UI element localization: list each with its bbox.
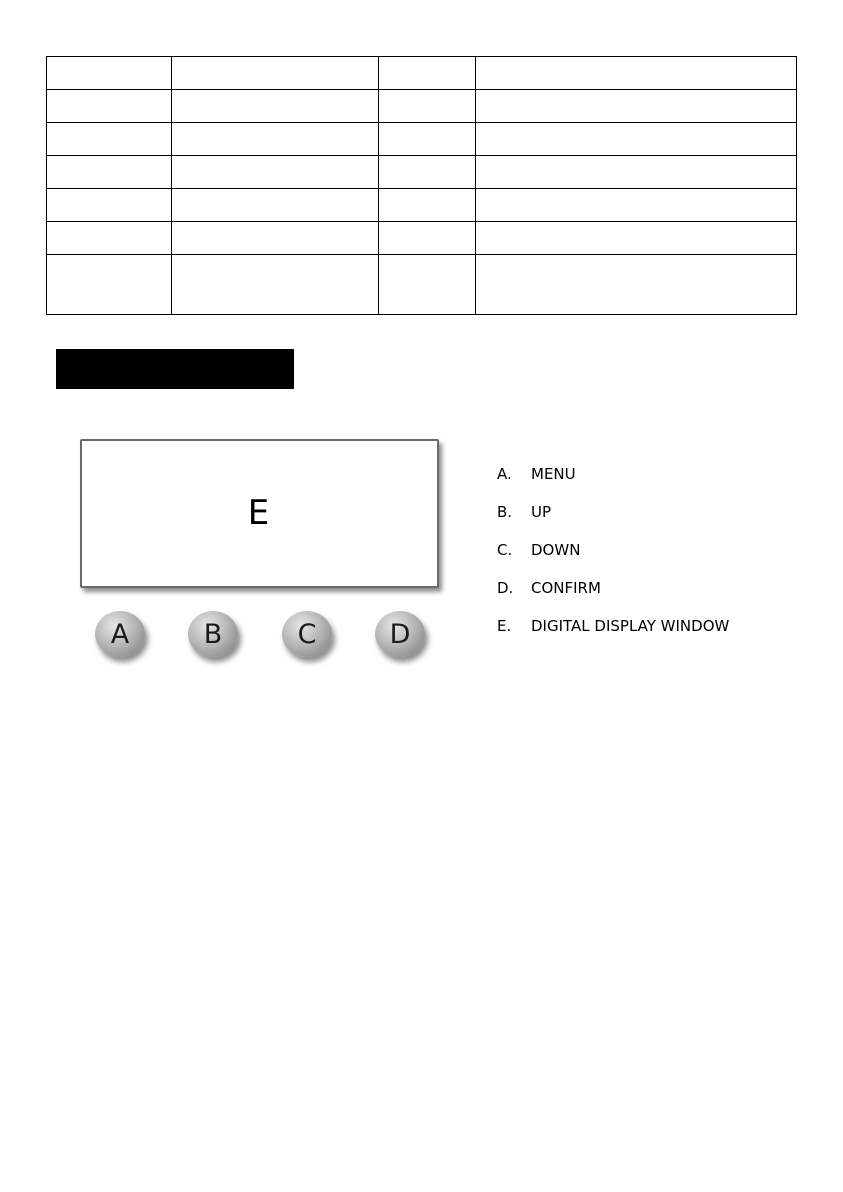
table-row [47, 57, 797, 90]
legend-letter: C. [497, 541, 513, 559]
table-cell [172, 90, 379, 123]
table-cell [379, 57, 476, 90]
digital-display-window [80, 439, 439, 588]
legend-item [497, 537, 729, 575]
table-cell [172, 156, 379, 189]
section-heading-bar [56, 349, 294, 389]
table-row [47, 123, 797, 156]
table-cell [172, 189, 379, 222]
down-button[interactable]: C [282, 611, 332, 657]
table-row [47, 255, 797, 315]
table-cell [379, 90, 476, 123]
legend-letter: E. [497, 617, 512, 635]
legend-letter: B. [497, 503, 513, 521]
table-cell [47, 222, 172, 255]
table-row [47, 222, 797, 255]
table-cell [379, 255, 476, 315]
table-cell [476, 189, 797, 222]
legend-text: DOWN [531, 541, 581, 559]
table-cell [476, 255, 797, 315]
menu-button[interactable]: A [95, 611, 145, 657]
legend-text: CONFIRM [531, 579, 601, 597]
legend-item [497, 575, 729, 613]
up-button[interactable]: B [188, 611, 238, 657]
table-cell [379, 222, 476, 255]
spec-table [46, 56, 797, 315]
table-cell [172, 255, 379, 315]
table-cell [476, 222, 797, 255]
table-row [47, 189, 797, 222]
table-cell [172, 123, 379, 156]
legend-letter: A. [497, 465, 512, 483]
table-cell [476, 57, 797, 90]
table-cell [47, 57, 172, 90]
table-cell [476, 123, 797, 156]
display-label: E [247, 493, 270, 533]
legend-item [497, 613, 729, 651]
legend-text: UP [531, 503, 552, 521]
confirm-button[interactable]: D [375, 611, 425, 657]
table-cell [379, 189, 476, 222]
table-cell [47, 189, 172, 222]
table-cell [47, 90, 172, 123]
table-cell [476, 156, 797, 189]
legend-text: DIGITAL DISPLAY WINDOW [531, 617, 730, 635]
legend-letter: D. [497, 579, 514, 597]
legend-item [497, 499, 729, 537]
button-legend [497, 461, 729, 651]
table-row [47, 156, 797, 189]
table-cell [476, 90, 797, 123]
table-cell [47, 123, 172, 156]
legend-text: MENU [531, 465, 576, 483]
table-cell [172, 57, 379, 90]
table-cell [379, 156, 476, 189]
table-row [47, 90, 797, 123]
table-cell [47, 255, 172, 315]
table-cell [172, 222, 379, 255]
legend-item [497, 461, 729, 499]
table-cell [379, 123, 476, 156]
table-cell [47, 156, 172, 189]
